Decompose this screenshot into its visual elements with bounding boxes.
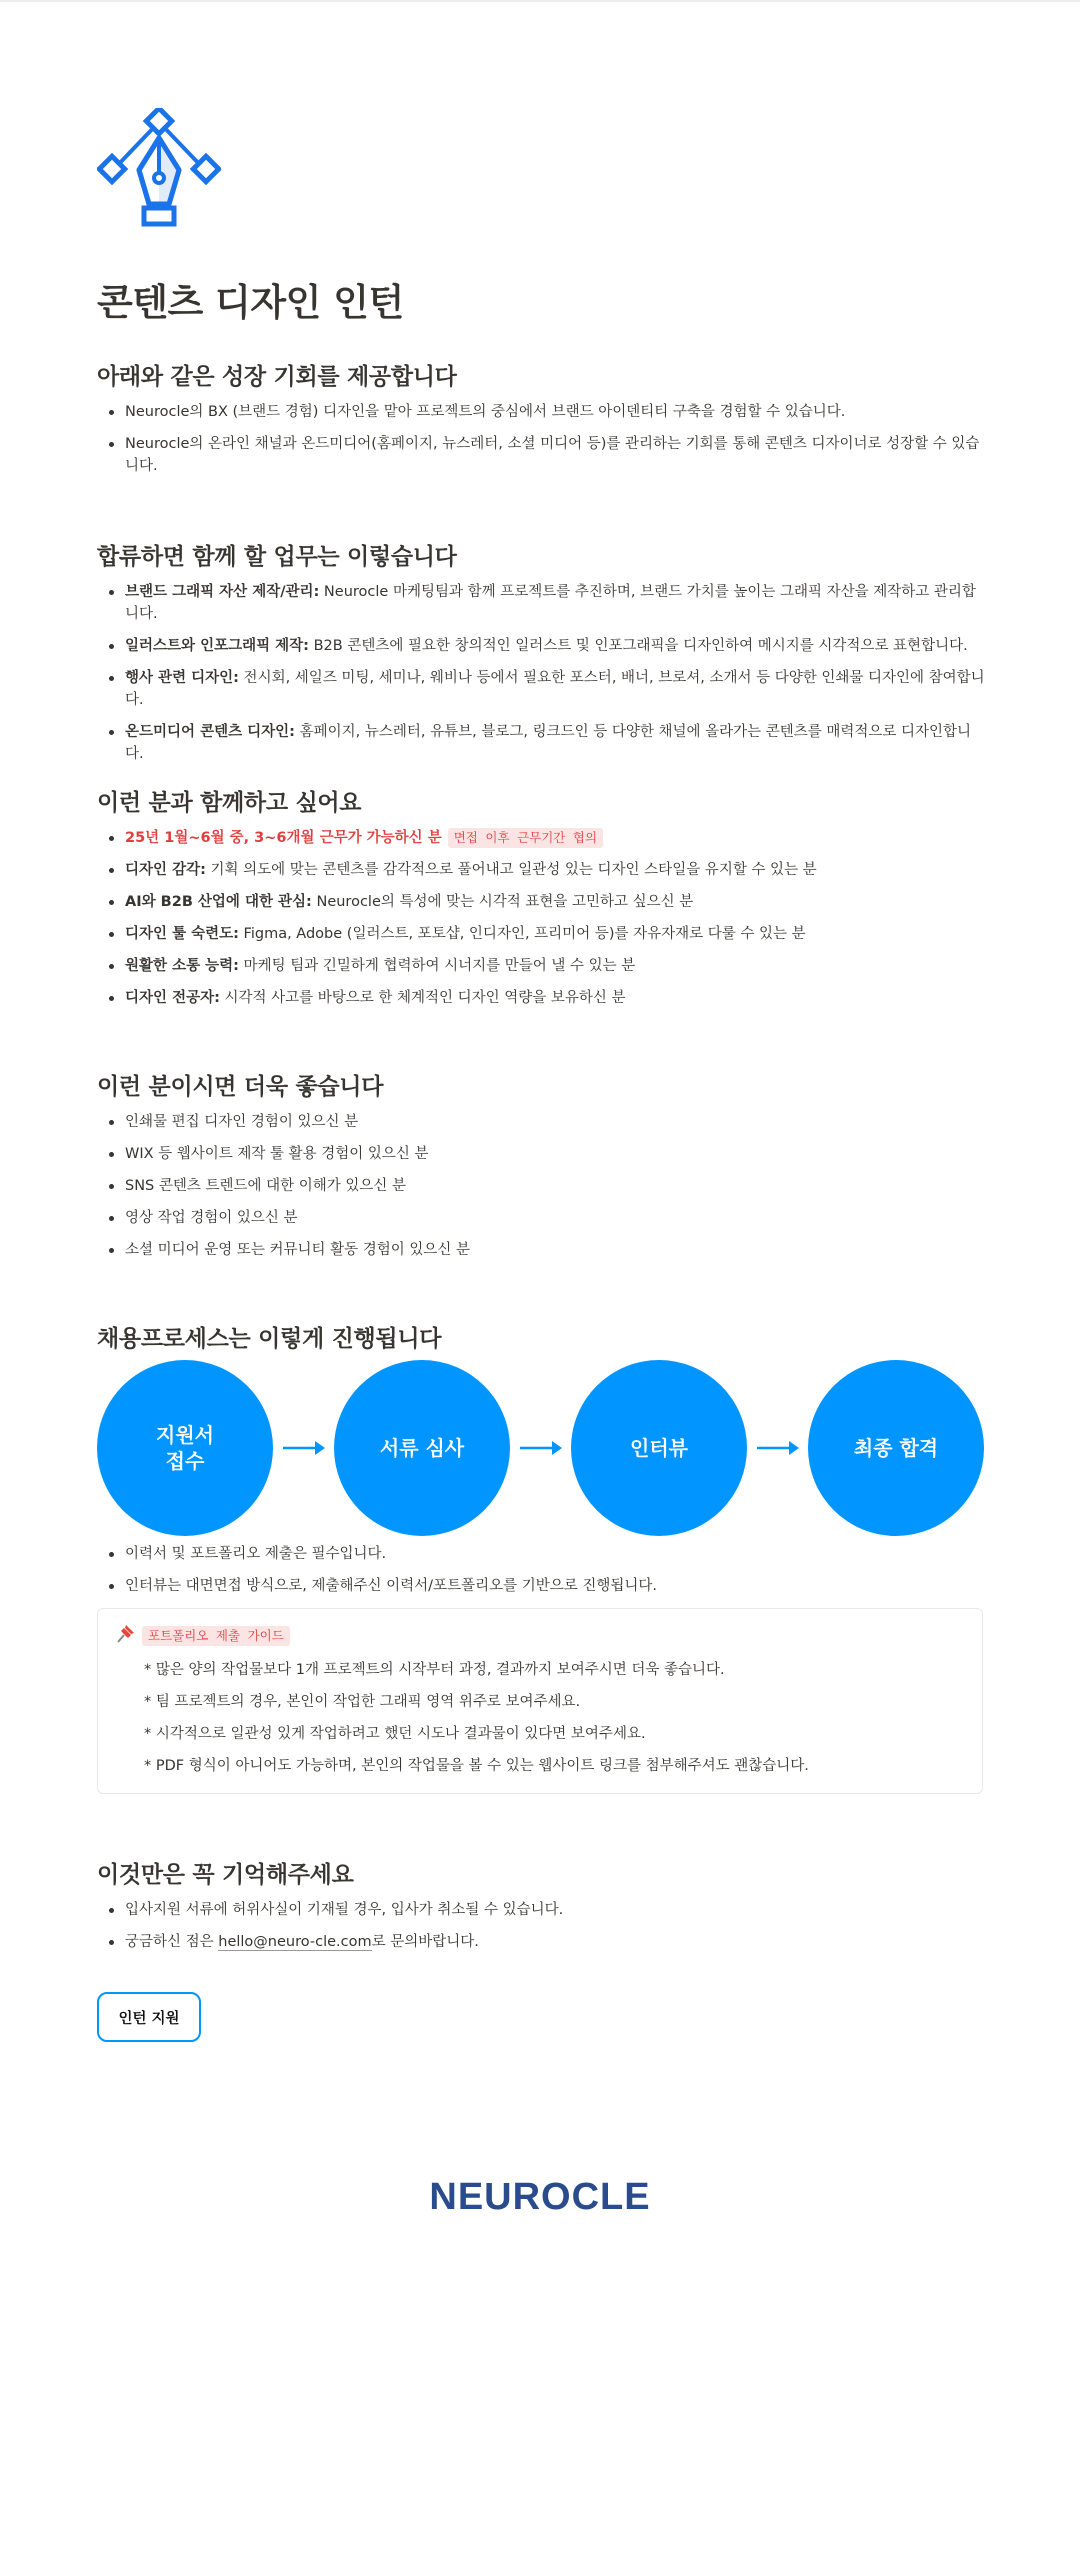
section-want [97,784,985,1019]
list-item-highlight: 25년 1월~6월 중, 3~6개월 근무가 가능하신 분 면접 이후 근무기간 협의 [125,827,985,849]
guide-line: * PDF 형식이 아니어도 가능하며, 본인의 작업물을 볼 수 있는 웹사이트 링크를 첨부해주셔도 괜찮습니다. [144,1758,809,1774]
process-step-review: 서류 심사 [334,1360,510,1536]
list-item: SNS 콘텐츠 트렌드에 대한 이해가 있으신 분 [125,1175,985,1197]
neurocle-logo: NEUROCLE [429,2176,651,2218]
remember-list [97,1899,985,1953]
process-flow [97,1360,985,1536]
list-item: AI와 B2B 산업에 대한 관심: Neurocle의 특성에 맞는 시각적 표현을 고민하고 싶으신 분 [125,891,985,913]
section-heading: 이것만은 꼭 기억해주세요 [97,1862,354,1888]
list-item: 소셜 미디어 운영 또는 커뮤니티 활동 경험이 있으신 분 [125,1239,985,1261]
process-step-apply: 지원서 접수 [97,1360,273,1536]
list-item: 영상 작업 경험이 있으신 분 [125,1207,985,1229]
process-step-final: 최종 합격 [808,1360,984,1536]
arrow-right-icon [520,1438,564,1458]
pushpin-icon [114,1623,136,1645]
guide-tag: 포트폴리오 제출 가이드 [142,1626,290,1646]
process-step-interview: 인터뷰 [571,1360,747,1536]
list-item: Neurocle의 BX (브랜드 경험) 디자인을 맡아 프로젝트의 중심에서 브랜드 아이덴티티 구축을 경험할 수 있습니다. [125,401,985,423]
top-divider [0,0,1080,2]
list-item: 인터뷰는 대면면접 방식으로, 제출해주신 이력서/포트폴리오를 기반으로 진행됩니다. [125,1575,985,1597]
list-item: Neurocle의 온라인 채널과 온드미디어(홈페이지, 뉴스레터, 소셜 미디어 등)를 관리하는 기회를 통해 콘텐츠 디자이너로 성장할 수 있습니다. [125,433,985,477]
arrow-right-icon [757,1438,801,1458]
list-item: 이력서 및 포트폴리오 제출은 필수입니다. [125,1543,985,1565]
guide-line: * 많은 양의 작업물보다 1개 프로젝트의 시작부터 과정, 결과까지 보여주시면 더욱 좋습니다. [144,1662,725,1678]
guide-lines [144,1659,809,1787]
section-work [97,538,985,775]
list-item: 브랜드 그래픽 자산 제작/관리: Neurocle 마케팅팀과 함께 프로젝트를 추진하며, 브랜드 가치를 높이는 그래픽 자산을 제작하고 관리합니다. [125,581,985,625]
list-item: 디자인 툴 숙련도: Figma, Adobe (일러스트, 포토샵, 인디자인, 프리미어 등)를 자유자재로 다룰 수 있는 분 [125,923,985,945]
period-tag: 면접 이후 근무기간 협의 [448,828,603,848]
list-item: 입사지원 서류에 허위사실이 기재될 경우, 입사가 취소될 수 있습니다. [125,1899,985,1921]
email-link[interactable]: hello@neuro-cle.com [218,1934,372,1950]
section-growth [97,358,985,487]
section-heading: 이런 분과 함께하고 싶어요 [97,790,362,816]
list-item: 궁금하신 점은 hello@neuro-cle.com로 문의바랍니다. [125,1931,985,1953]
section-process [97,1320,985,1363]
plus-list [97,1111,985,1261]
portfolio-guide-callout [97,1608,983,1794]
page-title: 콘텐츠 디자인 인턴 [97,281,404,324]
pen-tool-icon [97,108,221,232]
section-heading: 합류하면 함께 할 업무는 이렇습니다 [97,544,457,570]
section-plus [97,1068,985,1271]
list-item: 온드미디어 콘텐츠 디자인: 홈페이지, 뉴스레터, 유튜브, 블로그, 링크드인 등 다양한 채널에 올라가는 콘텐츠를 매력적으로 디자인합니다. [125,721,985,765]
work-list [97,581,985,765]
arrow-right-icon [283,1438,327,1458]
list-item: 일러스트와 인포그래픽 제작: B2B 콘텐츠에 필요한 창의적인 일러스트 및 인포그래픽을 디자인하여 메시지를 시각적으로 표현합니다. [125,635,985,657]
guide-line: * 시각적으로 일관성 있게 작업하려고 했던 시도나 결과물이 있다면 보여주세요. [144,1726,646,1742]
process-notes [97,1543,985,1607]
section-heading: 이런 분이시면 더욱 좋습니다 [97,1074,384,1100]
want-list [97,827,985,1009]
list-item: 원활한 소통 능력: 마케팅 팀과 긴밀하게 협력하여 시너지를 만들어 낼 수 있는 분 [125,955,985,977]
list-item: 행사 관련 디자인: 전시회, 세일즈 미팅, 세미나, 웨비나 등에서 필요한 포스터, 배너, 브로셔, 소개서 등 다양한 인쇄물 디자인에 참여합니다. [125,667,985,711]
process-list [97,1543,985,1597]
section-heading: 채용프로세스는 이렇게 진행됩니다 [97,1326,442,1352]
section-heading: 아래와 같은 성장 기회를 제공합니다 [97,364,457,390]
list-item: 디자인 감각: 기획 의도에 맞는 콘텐츠를 감각적으로 풀어내고 일관성 있는 디자인 스타일을 유지할 수 있는 분 [125,859,985,881]
list-item: 인쇄물 편집 디자인 경험이 있으신 분 [125,1111,985,1133]
guide-line: * 팀 프로젝트의 경우, 본인이 작업한 그래픽 영역 위주로 보여주세요. [144,1694,581,1710]
list-item: WIX 등 웹사이트 제작 툴 활용 경험이 있으신 분 [125,1143,985,1165]
growth-list [97,401,985,477]
list-item: 디자인 전공자: 시각적 사고를 바탕으로 한 체계적인 디자인 역량을 보유하신 분 [125,987,985,1009]
section-remember [97,1856,985,1963]
apply-button[interactable]: 인턴 지원 [97,1992,201,2042]
